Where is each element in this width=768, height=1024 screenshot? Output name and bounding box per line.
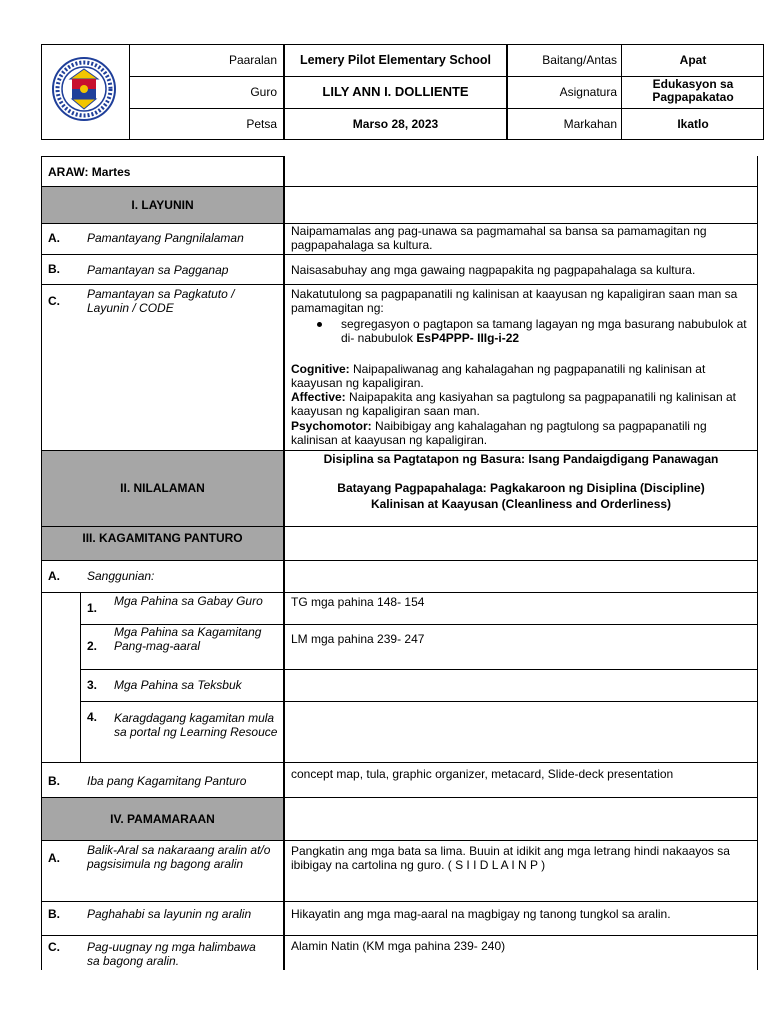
layunin-title: I. LAYUNIN xyxy=(131,198,194,212)
layunin-c-label: Pamantayan sa Pagkatuto / Layunin / CODE xyxy=(87,287,235,315)
psychomotor-content: Naibibigay ang kahalagahan ng pagtulong sa pagpapanatili ng kalinisan at kaayusan ng kapaligiran. xyxy=(291,419,707,447)
kagamitan-title: III. KAGAMITANG PANTURO xyxy=(82,531,243,545)
affective-content: Naipapakita ang kasiyahan sa pagtulong sa pagpapanatili ng kalinisan at kaayusan ng kapaligiran saan man. xyxy=(291,390,736,418)
layunin-b-letter: B. xyxy=(48,262,60,276)
cognitive-text xyxy=(291,362,751,390)
quarter-label: Markahan xyxy=(563,117,617,131)
column-line xyxy=(80,592,81,762)
pamamaraan-b-label: Paghahabi sa layunin ng aralin xyxy=(87,907,252,921)
pamamaraan-b-content: Hikayatin ang mga mag-aaral na magbigay ng tanong tungkol sa aralin. xyxy=(291,907,671,921)
kagamitan-b-letter: B. xyxy=(48,774,60,788)
deped-seal-logo xyxy=(52,57,116,121)
row-line xyxy=(80,669,758,670)
pamamaraan-title: IV. PAMAMARAAN xyxy=(110,812,215,826)
row-line xyxy=(41,762,758,763)
header-divider xyxy=(506,44,508,140)
kagamitan-b-label: Iba pang Kagamitang Panturo xyxy=(87,774,247,788)
subject-label: Asignatura xyxy=(559,85,617,99)
layunin-b-content: Naisasabuhay ang mga gawaing nagpapakita ng pagpapahalaga sa kultura. xyxy=(291,263,696,277)
school-label: Paaralan xyxy=(228,53,277,67)
row-line xyxy=(41,935,758,936)
pamamaraan-c-content: Alamin Natin (KM mga pahina 239- 240) xyxy=(291,939,506,953)
layunin-a-letter: A. xyxy=(48,231,60,245)
cognitive-content: Naipapaliwanag ang kahalagahan ng pagpapanatili ng kalinisan at kaayusan ng kapaligiran. xyxy=(291,362,706,390)
table-border xyxy=(757,156,758,970)
pamamaraan-a-content: Pangkatin ang mga bata sa lima. Buuin at idikit ang mga letrang hindi nakaayos sa ibibigay na cartolina ng guro. ( S I I D L A I N P ) xyxy=(291,844,730,872)
pamamaraan-a-letter: A. xyxy=(48,851,60,865)
row-line xyxy=(41,156,285,157)
date-value: Marso 28, 2023 xyxy=(352,117,439,131)
item-3-num: 3. xyxy=(87,678,98,692)
grade-value: Apat xyxy=(679,53,707,67)
school-value: Lemery Pilot Elementary School xyxy=(299,53,492,67)
row-line xyxy=(41,284,758,285)
table-border xyxy=(283,156,285,970)
kagamitan-a-label: Sanggunian: xyxy=(87,569,155,583)
item-4-num: 4. xyxy=(87,710,98,724)
bullet-icon xyxy=(317,322,322,327)
nilalaman-line3: Kalinisan at Kaayusan (Cleanliness and Orderliness) xyxy=(370,497,672,511)
row-line xyxy=(41,592,758,593)
item-1-num: 1. xyxy=(87,601,98,615)
grade-label: Baitang/Antas xyxy=(542,53,617,67)
item-2-label: Mga Pahina sa Kagamitang Pang-mag-aaral xyxy=(114,625,262,653)
psychomotor-label: Psychomotor: xyxy=(291,419,372,433)
layunin-c-bullet xyxy=(341,317,751,345)
day-label: ARAW: Martes xyxy=(48,165,131,179)
item-1-value: TG mga pahina 148- 154 xyxy=(291,595,425,609)
item-1-label: Mga Pahina sa Gabay Guro xyxy=(114,594,263,608)
item-2-num: 2. xyxy=(87,639,98,653)
item-3-label: Mga Pahina sa Teksbuk xyxy=(114,678,242,692)
row-line xyxy=(80,701,758,702)
row-line xyxy=(41,840,758,841)
nilalaman-line1: Disiplina sa Pagtatapon ng Basura: Isang Pandaigdigang Panawagan xyxy=(323,452,719,466)
teacher-value: LILY ANN I. DOLLIENTE xyxy=(322,84,469,99)
cognitive-label: Cognitive: xyxy=(291,362,350,376)
affective-text xyxy=(291,390,751,418)
layunin-c-letter: C. xyxy=(48,294,60,308)
item-4-label: Karagdagang kagamitan mula sa portal ng Learning Resouce xyxy=(114,711,278,739)
layunin-a-content: Naipamamalas ang pag-unawa sa pagmamahal sa bansa sa pamamagitan ng pagpapahalaga sa kultura. xyxy=(291,224,707,252)
table-border xyxy=(41,156,42,970)
competency-code: EsP4PPP- IIIg-i-22 xyxy=(416,331,520,345)
kagamitan-a-letter: A. xyxy=(48,569,60,583)
nilalaman-title: II. NILALAMAN xyxy=(120,481,205,495)
row-line xyxy=(41,560,758,561)
pamamaraan-b-letter: B. xyxy=(48,907,60,921)
layunin-b-label: Pamantayan sa Pagganap xyxy=(87,263,229,277)
psychomotor-text xyxy=(291,419,751,447)
pamamaraan-c-letter: C. xyxy=(48,940,60,954)
subject-value: Edukasyon sa Pagpapakatao xyxy=(652,77,734,104)
header-divider xyxy=(130,108,764,109)
nilalaman-line2: Batayang Pagpapahalaga: Pagkakaroon ng Disiplina (Discipline) xyxy=(337,481,705,495)
row-line xyxy=(41,254,758,255)
pamamaraan-c-label: Pag-uugnay ng mga halimbawa sa bagong aralin. xyxy=(87,940,256,968)
date-label: Petsa xyxy=(246,117,277,131)
quarter-value: Ikatlo xyxy=(677,117,709,131)
teacher-label: Guro xyxy=(250,85,277,99)
row-line xyxy=(41,901,758,902)
pamamaraan-a-label: Balik-Aral sa nakaraang aralin at/o pagsisimula ng bagong aralin xyxy=(87,843,271,871)
affective-label: Affective: xyxy=(291,390,346,404)
item-2-value: LM mga pahina 239- 247 xyxy=(291,632,425,646)
layunin-a-label: Pamantayang Pangnilalaman xyxy=(87,231,244,245)
bullet-text: segregasyon o pagtapon sa tamang lagayan ng mga basurang nabubulok at di- nabubulok xyxy=(341,317,747,345)
kagamitan-b-value: concept map, tula, graphic organizer, metacard, Slide-deck presentation xyxy=(291,767,674,781)
layunin-c-intro: Nakatutulong sa pagpapanatili ng kalinisan at kaayusan ng kapaligiran saan man sa pamamagitan ng: xyxy=(291,287,738,315)
